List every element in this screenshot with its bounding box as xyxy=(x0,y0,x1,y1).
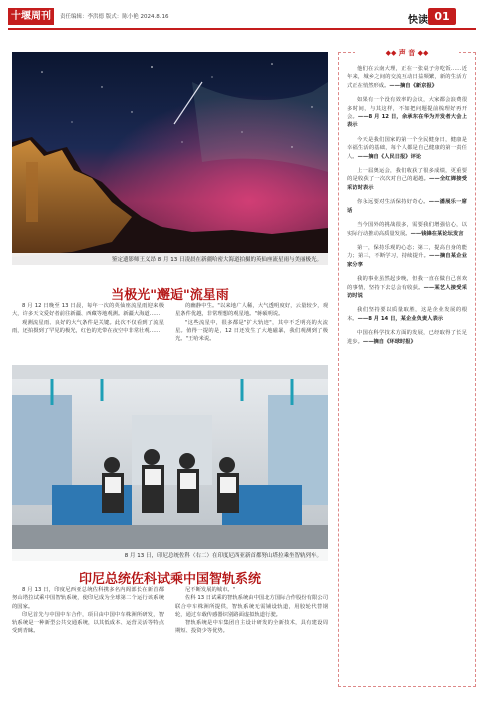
paragraph: 印尼首先与中国中车合作，项目由中国中车株洲所研发，智轨系统是一种新型公共交通系统，以其低成本、运营灵活等特点受到青睐。 xyxy=(12,611,164,635)
paragraph: "这些流星中，很多都是"扩大轨迹"，其中不乏明亮的火流星。值得一提的是，12 日还发生了大地磁暴，我们观测到了极光。"王哈米说。 xyxy=(175,319,328,343)
paragraph: 8 月 12 日晚至 13 日晨，每年一次的英仙座流星雨迎来极大，许多天文爱好者前往新疆、西藏等地观测。新疆大海道…… xyxy=(12,303,164,318)
quote-item: 我们坚持要以质量取胜，这是企业发展的根本。——8 月 14 日，某企业负责人表示 xyxy=(347,307,467,322)
headline-aurora: 当极光"邂逅"流星雨 xyxy=(111,288,229,303)
photo1-caption: 鉴定遗影师王义昂 8 月 13 日凌晨在新疆哈密大海道拍摄的英仙座流星雨与美丽极光。 xyxy=(112,257,322,263)
paragraph: 佐科 13 日试乘的智轨系统由中国北方国际合作股份有限公司联合中车株洲所提供，智轨系统无需铺设轨道，用胶轮代替钢轮，通过车载传感器识别路面虚拟轨道行驶。 xyxy=(175,595,328,618)
quote-item: 你永远要对生活保持好奇心。——潘展乐一席话 xyxy=(347,199,467,214)
photo2-caption: 8 月 13 日，印尼总统佐科（右二）在印度尼西亚新首都努山塔拉乘坐智轨列车。 xyxy=(124,553,322,559)
article1-col1 xyxy=(12,302,164,358)
paragraph: 尼不断发展的城市。" xyxy=(185,587,236,593)
headline-tram: 印尼总统佐科试乘中国智轨系统 xyxy=(78,572,261,587)
quote-item: 今天是我们国家的第一个全民健身日，健康是幸福生活的基础，每个人都是自己健康的第一责任人。——摘自《人民日报》评论 xyxy=(347,136,467,160)
sidebar-title: ◆◆ 声 音 ◆◆ xyxy=(355,47,459,59)
paragraph: 的幽静中生。"以来地广人稀，大气透明度好，云量较少，观星条件优越，非常理想的观星地。"蒋硕明说。 xyxy=(175,303,328,318)
quote-item: 上一届奥运会，我们收获了很多成绩，更重要的是收获了一次次对自己的超越。——全红婵接受采访时表示 xyxy=(347,168,467,191)
diamond-icon: ◆◆ xyxy=(385,49,399,57)
article2-col2 xyxy=(175,586,328,686)
tram-interior-photo xyxy=(12,365,328,561)
aurora-meteor-photo xyxy=(12,52,328,265)
page-number: 01 xyxy=(428,8,456,25)
quote-item: 第一，保持乐观的心态；第二，提高自身的能力；第三，不断学习，持续提升。——摘自某企业家分享 xyxy=(347,244,467,268)
header-rule xyxy=(8,28,476,30)
quote-item: 如果有一个没有效率的会议，大家都会浪费很多时间，与其这样，不如把问题提前梳理好再开会。——8 月 12 日，余承东在华为开发者大会上表示 xyxy=(347,97,467,129)
section-label: 快读 xyxy=(408,15,428,26)
masthead: 十堰周刊 xyxy=(8,8,54,25)
quote-item: 中国在科学技术方面的发展，已经取得了长足进步。——摘自《环球时报》 xyxy=(347,330,467,345)
quote-item: 当今国外的挑战很多，需要我们增强信心，以实际行动推动高质量发展。——钱锋在某论坛发言 xyxy=(347,222,467,237)
paragraph: 8 月 13 日，印度尼西亚总统佐科携多名内阁部长在新首都努山塔拉试乘中国智轨系统，使印尼成为全球第二个运行该系统的国家。 xyxy=(12,587,164,610)
editor-meta: 责任编辑：李洪德 版式：陈小艳 2024.8.16 xyxy=(60,14,169,20)
sidebar-body xyxy=(347,65,467,352)
paragraph: 智轨系统是中车集团自主设计研发的全新技术，具有建设周期短、投资少等优势。 xyxy=(175,620,328,635)
quote-item: 他们在云南大理，正在一张桌子旁吃饭……近年来，城乡之间的交流互动日益频繁，新的生活方式正在悄然形成。——摘自《新京报》 xyxy=(347,66,467,89)
diamond-icon: ◆◆ xyxy=(415,49,429,57)
quote-item: 我的事业虽然起步晚，但我一直在做自己喜欢的事情，坚持下去总会有收获。——某艺人接受采访时说 xyxy=(347,276,467,299)
paragraph: 观测流星雨、良好的大气条件是关键。此次不仅看到了流星雨，还拍摄到了罕见的极光，红色的光带在夜空中非常壮观…… xyxy=(12,319,164,334)
article2-col1 xyxy=(12,586,164,686)
article1-col2 xyxy=(175,302,328,358)
voices-sidebar xyxy=(338,49,476,687)
